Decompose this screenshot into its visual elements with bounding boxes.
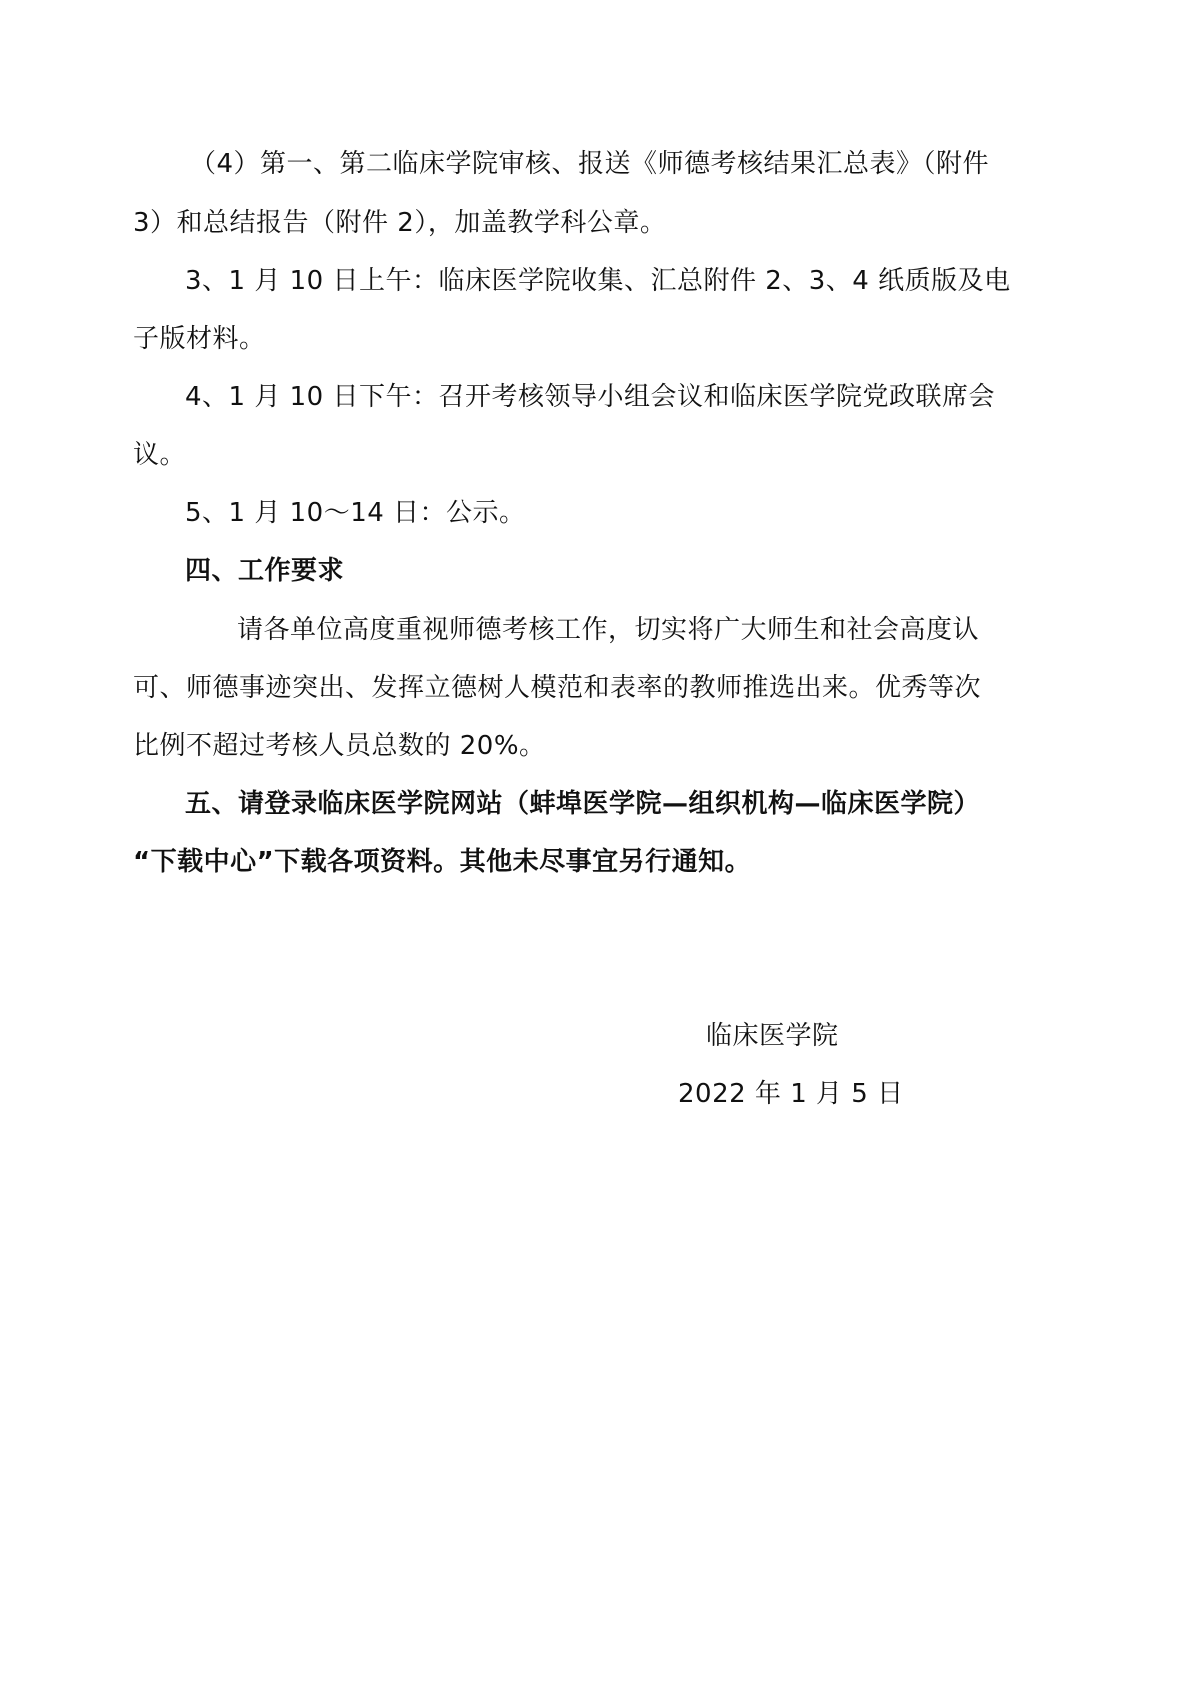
requirements-line2: 可、师德事迹突出、发挥立德树人模范和表率的教师推选出来。优秀等次: [133, 673, 982, 703]
requirements-line3: 比例不超过考核人员总数的 20%。: [133, 731, 546, 761]
step4-line2: 议。: [133, 440, 187, 470]
step3-line2: 子版材料。: [133, 324, 266, 354]
para4-line2: 3）和总结报告（附件 2），加盖教学科公章。: [133, 208, 667, 238]
section4-heading: 四、工作要求: [185, 556, 345, 586]
section5-line1: 五、请登录临床医学院网站（蚌埠医学院—组织机构—临床医学院）: [185, 789, 981, 819]
para4-line1: （4）第一、第二临床学院审核、报送《师德考核结果汇总表》（附件: [190, 149, 990, 179]
signature-date: 2022 年 1 月 5 日: [678, 1079, 904, 1109]
requirements-line1: 请各单位高度重视师德考核工作，切实将广大师生和社会高度认: [237, 615, 980, 645]
section5-line2: “下载中心”下载各项资料。其他未尽事宜另行通知。: [133, 847, 752, 877]
step5: 5、1 月 10～14 日：公示。: [185, 498, 526, 528]
signature-org: 临床医学院: [706, 1021, 839, 1051]
step4-line1: 4、1 月 10 日下午：召开考核领导小组会议和临床医学院党政联席会: [185, 382, 995, 412]
step3-line1: 3、1 月 10 日上午：临床医学院收集、汇总附件 2、3、4 纸质版及电: [185, 266, 1011, 296]
